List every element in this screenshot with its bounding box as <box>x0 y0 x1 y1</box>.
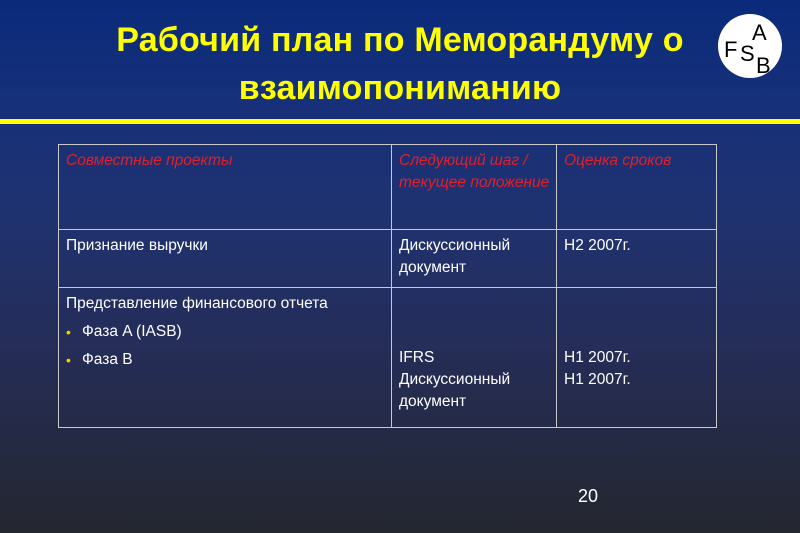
bullet-icon: • <box>66 352 71 368</box>
table-row <box>59 230 717 288</box>
timing-phase-b: H1 2007г. <box>564 371 631 388</box>
project-title: Представление финансового отчета <box>66 295 328 312</box>
title-divider <box>0 119 800 124</box>
cell-timing: H2 2007г. <box>557 230 717 288</box>
phase-label: Фаза A (IASB) <box>82 323 182 340</box>
phase-label: Фаза B <box>82 351 133 368</box>
cell-step: Дискуссионный документ <box>392 230 557 288</box>
logo-letter-b: B <box>756 53 771 78</box>
table-header-row <box>59 145 717 230</box>
logo-letter-a: A <box>752 20 767 45</box>
header-joint-projects: Совместные проекты <box>59 145 392 230</box>
fasb-logo-graphic <box>718 14 782 78</box>
page-number: 20 <box>578 486 599 506</box>
table-row <box>59 288 717 428</box>
phase-list-item <box>66 349 385 371</box>
step-phase-b: Дискуссионный документ <box>399 371 511 410</box>
cell-step <box>392 288 557 428</box>
logo-letter-f: F <box>724 37 738 62</box>
fasb-logo-icon <box>718 14 782 78</box>
cell-project: Признание выручки <box>59 230 392 288</box>
work-plan-table <box>58 144 717 428</box>
step-phase-a: IFRS <box>399 349 435 366</box>
slide-title-line-2: взаимопониманию <box>238 69 562 107</box>
bullet-icon: • <box>66 324 71 340</box>
timing-phase-a: H1 2007г. <box>564 349 631 366</box>
slide-title <box>0 16 800 112</box>
spacer <box>399 293 550 347</box>
cell-project <box>59 288 392 428</box>
phase-list-item <box>66 321 385 343</box>
header-timing: Оценка сроков <box>557 145 717 230</box>
spacer <box>564 293 710 347</box>
header-next-step: Следующий шаг / текущее положение <box>392 145 557 230</box>
slide-title-line-1: Рабочий план по Меморандуму о <box>116 21 684 59</box>
logo-letter-s: S <box>740 41 755 66</box>
cell-timing <box>557 288 717 428</box>
